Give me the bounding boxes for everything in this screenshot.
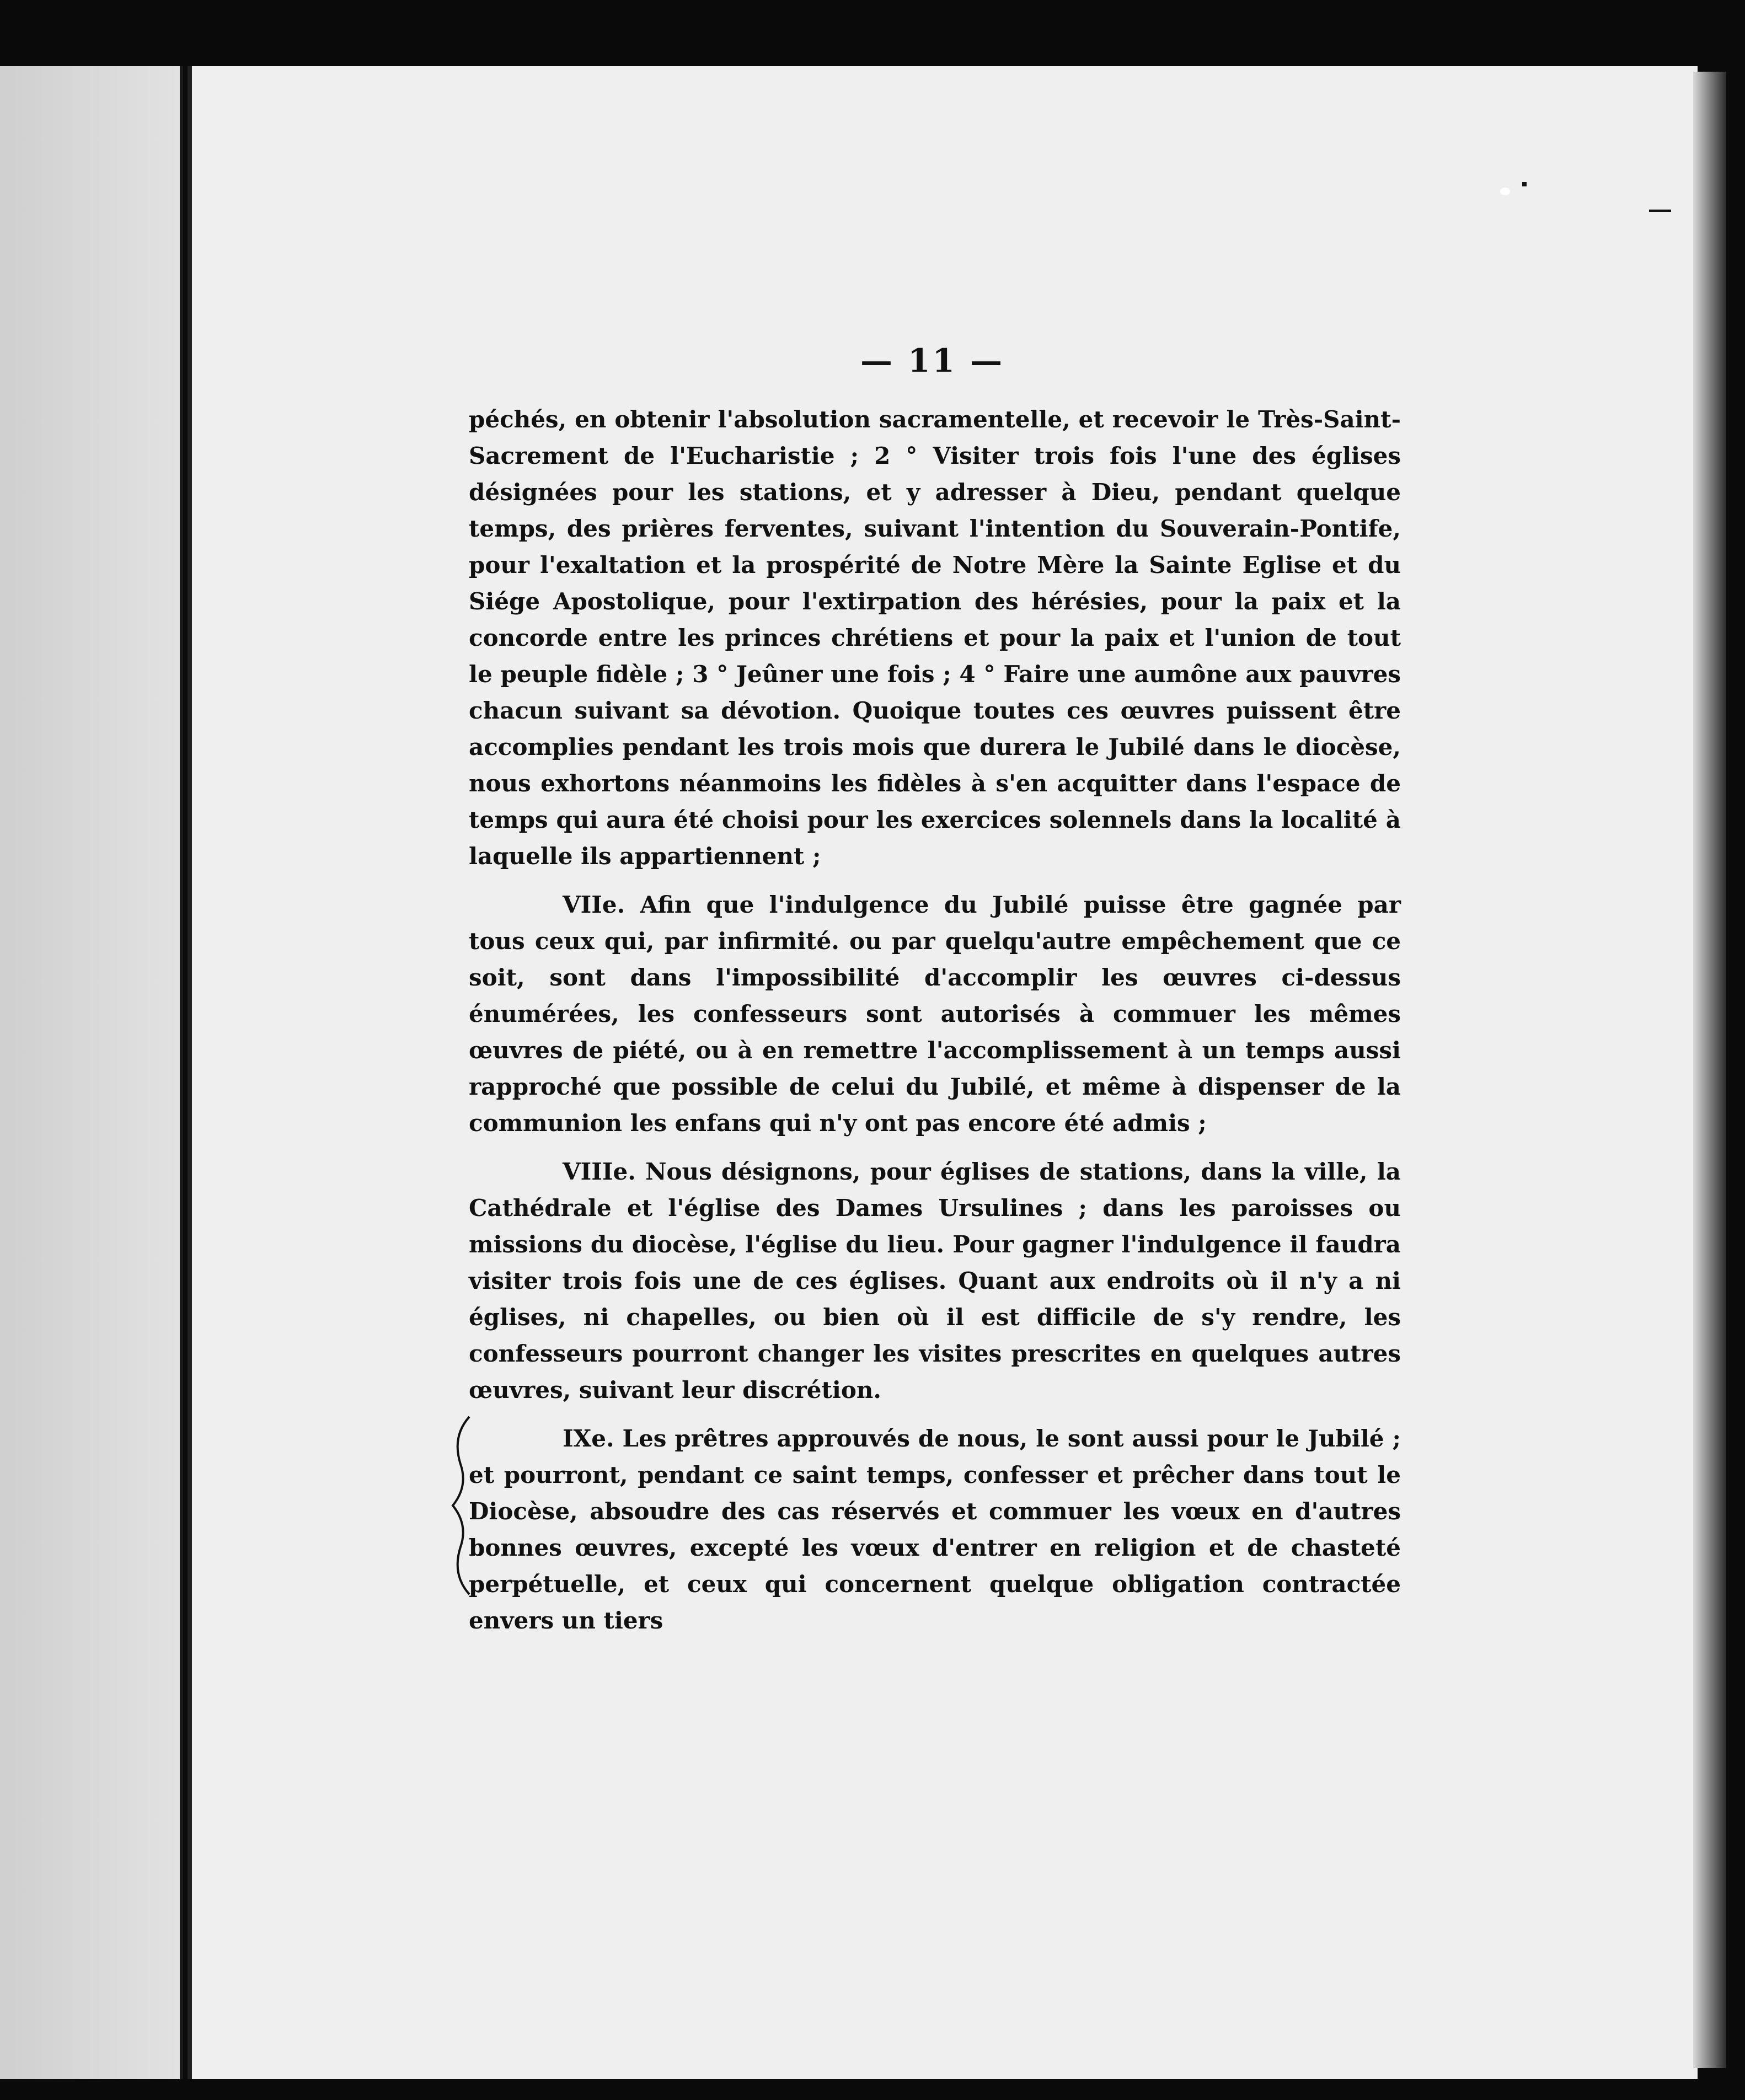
scan-speck [1500, 188, 1510, 195]
scan-speck [1649, 210, 1671, 212]
paragraph-article-ix: IXe. Les prêtres approuvés de nous, le sont aussi pour le Jubilé ; et pourront, pendant ce saint temps, confesser et prêcher dans tout le Diocèse, absoudre des cas réservés et commuer les vœux en d'autres bonnes œuvres, excepté les vœux d'entrer en religion et de chasteté perpétuelle, et ceux qui concernent quelque obligation contractée envers un tiers [469, 1425, 1401, 1634]
left-page-margin [0, 66, 183, 2079]
paragraph-continuation: péchés, en obtenir l'absolution sacramentelle, et recevoir le Très-Saint-Sacrement de l'Eucharistie ; 2 ° Visiter trois fois l'une des églises désignées pour les stations, et y adresser à Dieu, pendant quelque temps, des prières ferventes, suivant l'intention du Souverain-Pontife, pour l'exaltation et la prospérité de Notre Mère la Sainte Eglise et du Siége Apostolique, pour l'extirpation des hérésies, pour la paix et la concorde entre les princes chrétiens et pour la paix et l'union de tout le peuple fidèle ; 3 ° Jeûner une fois ; 4 ° Faire une aumône aux pauvres chacun suivant sa dévotion. Quoique toutes ces œuvres puissent être accomplies pendant les trois mois que durera le Jubilé dans le diocèse, nous exhortons néanmoins les fidèles à s'en acquitter dans l'espace de temps qui aura été choisi pour les exercices solennels dans la localité à laquelle ils appartiennent ; [469, 406, 1401, 870]
scan-speck [1522, 182, 1527, 186]
page-number: — 11 — [860, 342, 1005, 379]
paragraph-article-vii: VIIe. Afin que l'indulgence du Jubilé puisse être gagnée par tous ceux qui, par infirmité. ou par quelqu'autre empêchement que ce soit, sont dans l'impossibilité d'accomplir les œuvres ci-dessus énumérées, les confesseurs sont autorisés à commuer les mêmes œuvres de piété, ou à en remettre l'accomplissement à un temps aussi rapproché que possible de celui du Jubilé, et même à dispenser de la communion les enfans qui n'y ont pas encore été admis ; [469, 891, 1401, 1137]
paragraph-article-viii: VIIIe. Nous désignons, pour églises de stations, dans la ville, la Cathédrale et l'église des Dames Ursulines ; dans les paroisses ou missions du diocèse, l'église du lieu. Pour gagner l'indulgence il faudra visiter trois fois une de ces églises. Quant aux endroits où il n'y a ni églises, ni chapelles, ou bien où il est difficile de s'y rendre, les confesseurs pourront changer les visites prescrites en quelques autres œuvres, suivant leur discrétion. [469, 1158, 1401, 1403]
right-page-edge [1693, 72, 1726, 2068]
margin-bracket [449, 1415, 472, 1597]
body-text [469, 401, 1401, 1651]
